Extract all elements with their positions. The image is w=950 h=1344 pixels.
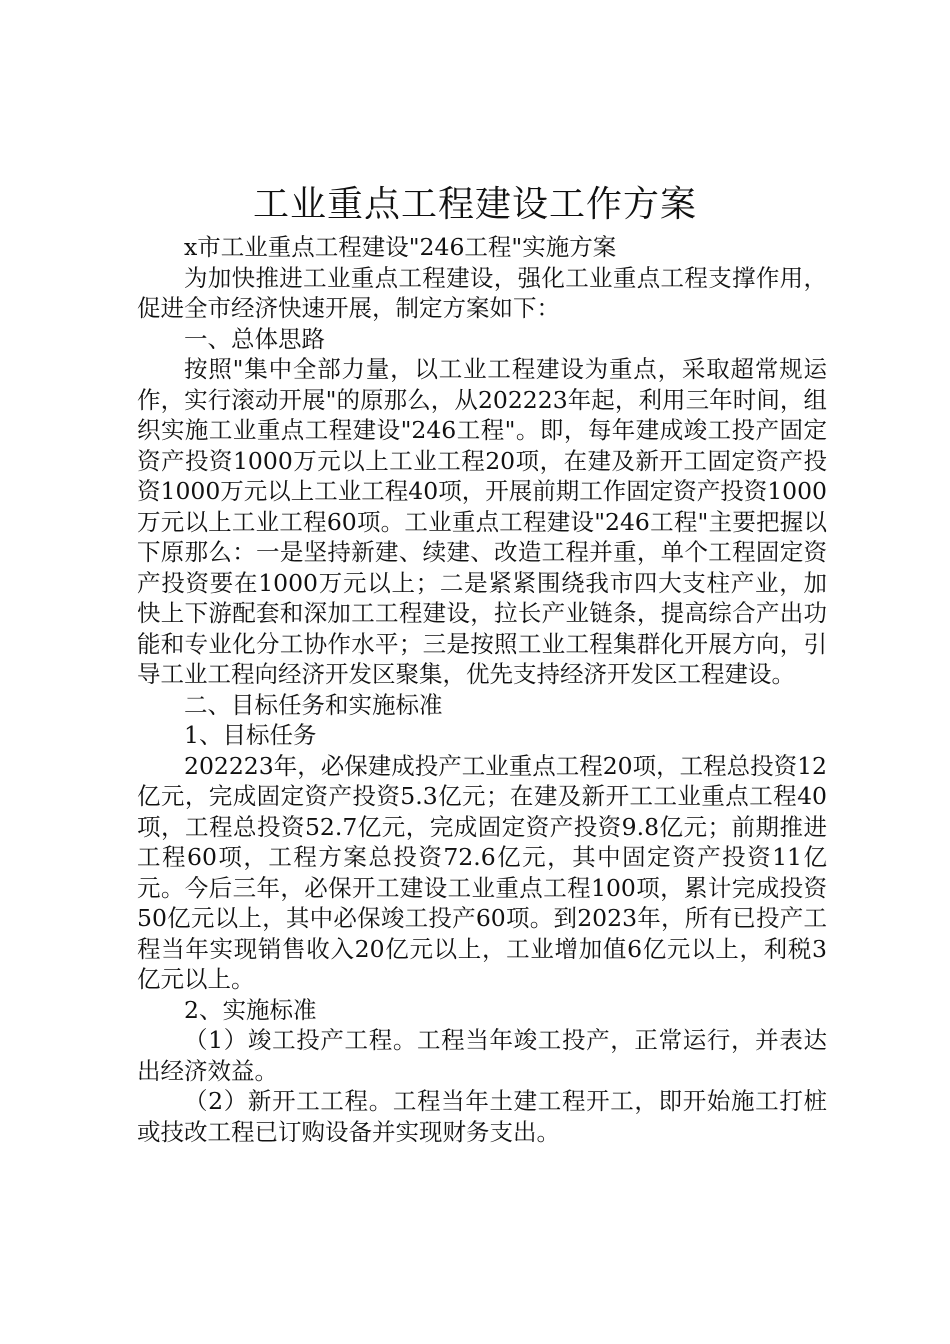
document-body — [137, 232, 827, 1147]
paragraph-standard-1: （1）竣工投产工程。工程当年竣工投产，正常运行，并表达出经济效益。 — [137, 1026, 827, 1085]
section-heading-overall: 一、总体思路 — [184, 324, 325, 353]
paragraph-intro: 为加快推进工业重点工程建设，强化工业重点工程支撑作用，促进全市经济快速开展，制定方案如下： — [137, 263, 827, 322]
paragraph-subtitle: x市工业重点工程建设"246工程"实施方案 — [184, 233, 617, 261]
section-heading-goals: 二、目标任务和实施标准 — [184, 690, 443, 719]
subsection-heading-standards: 2、实施标准 — [184, 995, 317, 1024]
paragraph-tasks: 202223年，必保建成投产工业重点工程20项，工程总投资12亿元，完成固定资产投资5.3亿元；在建及新开工工业重点工程40项，工程总投资52.7亿元，完成固定资产投资9.8亿元；前期推进工程60项，工程方案总投资72.6亿元，其中固定资产投资11亿元。今后三年，必保开工建设工业重点工程100项，累计完成投资50亿元以上，其中必保竣工投产60项。到2023年，所有已投产工程当年实现销售收入20亿元以上，工业增加值6亿元以上，利税3亿元以上。 — [137, 751, 828, 993]
document-title: 工业重点工程建设工作方案 — [252, 184, 697, 225]
paragraph-standard-2: （2）新开工工程。工程当年土建工程开工，即开始施工打桩或技改工程已订购设备并实现财务支出。 — [137, 1087, 827, 1146]
paragraph-overall: 按照"集中全部力量，以工业工程建设为重点，采取超常规运作，实行滚动开展"的原那么，从202223年起，利用三年时间，组织实施工业重点工程建设"246工程"。即，每年建成竣工投产固定资产投资1000万元以上工业工程20项，在建及新开工固定资产投资1000万元以上工业工程40项，开展前期工作固定资产投资1000万元以上工业工程60项。工业重点工程建设"246工程"主要把握以下原那么：一是坚持新建、续建、改造工程并重，单个工程固定资产投资要在1000万元以上；二是紧紧围绕我市四大支柱产业，加快上下游配套和深加工工程建设，拉长产业链条，提高综合产出功能和专业化分工协作水平；三是按照工业工程集群化开展方向，引导工业工程向经济开发区聚集，优先支持经济开发区工程建设。 — [137, 355, 828, 688]
subsection-heading-tasks: 1、目标任务 — [184, 721, 317, 749]
